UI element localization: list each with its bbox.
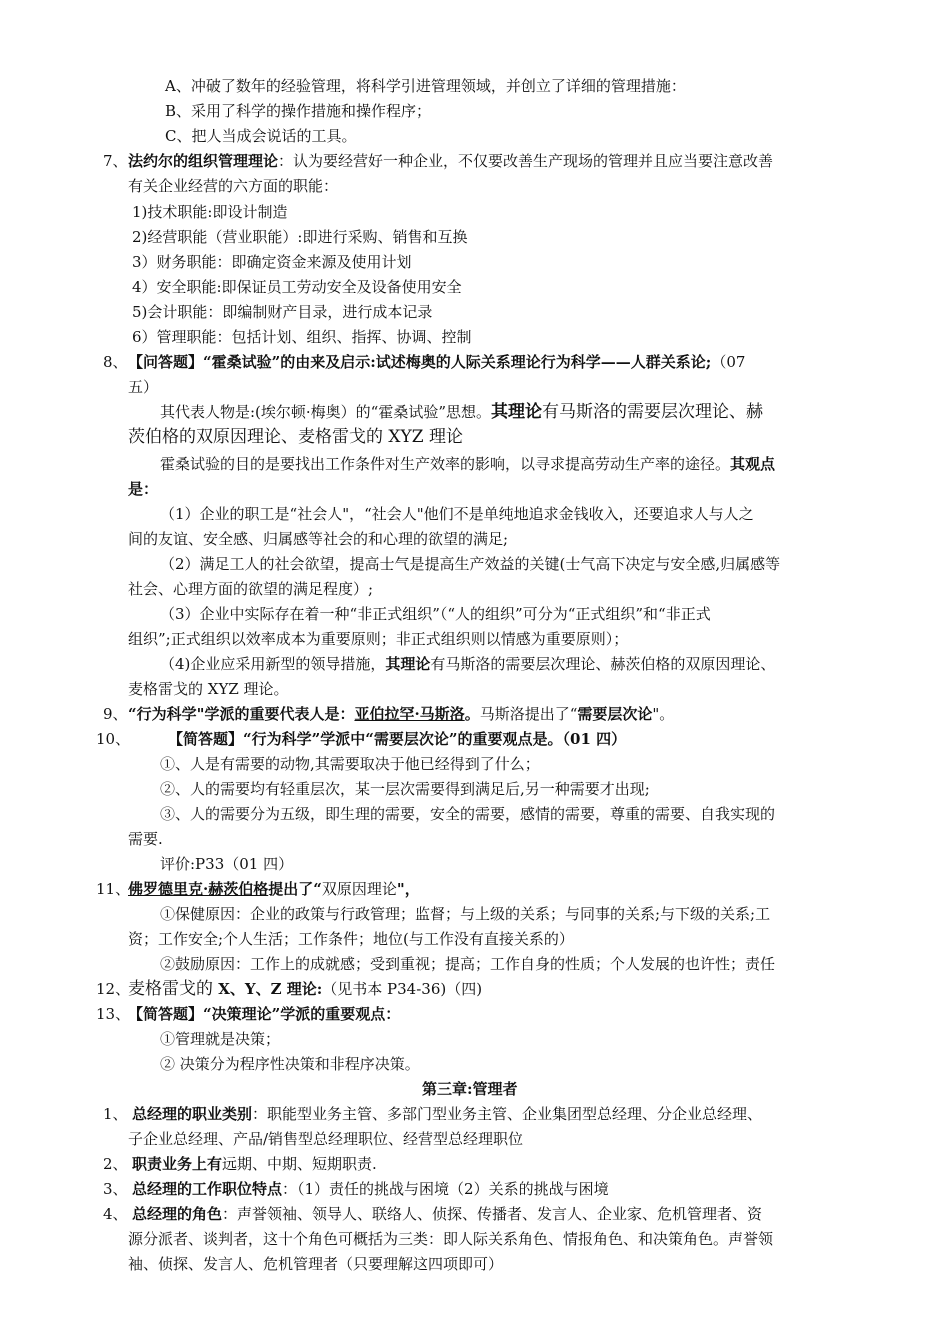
- item-13-heading: 【简答题】“决策理论”学派的重要观点：: [128, 1005, 401, 1023]
- viewpoint-4-cont: 麦格雷戈的 XYZ 理论。: [128, 680, 289, 698]
- item-8-source-cont: 五）: [128, 378, 159, 396]
- ch3-item-4: [132, 1202, 762, 1227]
- function-3: 3）财务职能：即确定资金来源及使用计划: [132, 253, 412, 271]
- item-9-body: 马斯洛提出了“: [479, 705, 578, 723]
- function-6: 6）管理职能：包括计划、组织、指挥、协调、控制: [132, 328, 472, 346]
- paragraph-1-rest: 有马斯洛的需要层次理论、赫: [542, 402, 764, 422]
- function-4: 4）安全职能:即保证员工劳动安全及设备使用安全: [132, 278, 462, 296]
- item-number-9: 9、: [103, 705, 128, 723]
- ch3-item-1-cont: 子企业总经理、产品/销售型总经理职位、经营型总经理职位: [128, 1130, 524, 1148]
- item-9-period: 。: [464, 705, 480, 723]
- item-10-heading: 【简答题】“行为科学”学派中“需要层次论”的重要观点是。（01 四）: [168, 730, 627, 748]
- item-7-continuation: 有关企业经营的六方面的职能：: [128, 177, 339, 195]
- ch3-item-4-label: 总经理的角色: [132, 1205, 223, 1223]
- item-8-title: 【问答题】“霍桑试验”的由来及启示:试述梅奥的人际关系理论行为科学——人群关系论;: [128, 353, 712, 371]
- needs-point-3-cont: 需要.: [128, 830, 163, 848]
- item-12-lead: 麦格雷戈的: [128, 979, 213, 999]
- motivation-factors: ②鼓励原因：工作上的成就感；受到重视；提高；工作自身的性质；个人发展的也许性；责任: [160, 955, 776, 973]
- ch3-item-2-label: 职责业务上有: [132, 1155, 223, 1173]
- ch3-item-4-cont: 源分派者、谈判者，这十个角色可概括为三类：即人际关系角色、情报角色、和决策角色。声誉领: [128, 1230, 774, 1248]
- needs-hierarchy-term: 需要层次论: [577, 705, 653, 723]
- ch3-item-2-body: 远期、中期、短期职责.: [222, 1155, 377, 1173]
- viewpoint-4-text: （4)企业应采用新型的领导措施，: [160, 655, 386, 673]
- ch3-item-1-body: ：职能型业务主管、多部门型业务主管、企业集团型总经理、分企业总经理、: [252, 1105, 763, 1123]
- ch3-item-3: [132, 1177, 609, 1202]
- item-number-7: 7、: [103, 152, 128, 170]
- paragraph-1-bold: 其理论: [491, 402, 543, 422]
- item-9-text: [128, 702, 674, 727]
- hygiene-factors-cont: 资；工作安全;个人生活；工作条件；地位(与工作没有直接关系的）: [128, 930, 574, 948]
- item-11-end: "，: [396, 880, 420, 898]
- ch3-number-2: 2、: [103, 1155, 128, 1173]
- paragraph-1: [160, 400, 763, 425]
- function-2: 2)经营职能（营业职能）:即进行采购、销售和互换: [132, 228, 468, 246]
- decision-point-1: ①管理就是决策；: [160, 1030, 281, 1048]
- viewpoint-3-cont: 组织”;正式组织以效率成本为重要原则；非正式组织则以情感为重要原则）；: [128, 630, 629, 648]
- item-7-heading: 法约尔的组织管理理论: [128, 152, 279, 170]
- needs-point-3: ③、人的需要分为五级，即生理的需要，安全的需要，感情的需要，尊重的需要、自我实现的: [160, 805, 776, 823]
- item-9-label: “行为科学"学派的重要代表人是：: [128, 705, 355, 723]
- ch3-item-1: [132, 1102, 762, 1127]
- list-item-b: B、采用了科学的操作措施和操作程序；: [165, 102, 432, 120]
- paragraph-2-bold: 其观点: [730, 455, 776, 473]
- item-7-text: [128, 149, 773, 174]
- herzberg-name: 佛罗德里克·赫茨伯格: [128, 880, 269, 898]
- viewpoint-2-cont: 社会、心理方面的欲望的满足程度）;: [128, 580, 374, 598]
- ch3-item-3-label: 总经理的工作职位特点: [132, 1180, 283, 1198]
- item-number-8: 8、: [103, 353, 128, 371]
- decision-point-2: ② 决策分为程序性决策和非程序决策。: [160, 1055, 420, 1073]
- item-8-source: （07: [711, 353, 746, 371]
- ch3-number-3: 3、: [103, 1180, 128, 1198]
- viewpoint-2: （2）满足工人的社会欲望，提高士气是提高生产效益的关键(士气高下决定与安全感,归属感等: [160, 555, 781, 573]
- ch3-item-4-body: ：声誉领袖、领导人、联络人、侦探、传播者、发言人、企业家、危机管理者、资: [222, 1205, 763, 1223]
- item-12-text: [128, 977, 482, 1002]
- item-12-ref: （见书本 P34-36)（四): [322, 980, 483, 998]
- item-number-12: 12、: [96, 980, 131, 998]
- needs-point-2: ②、人的需要均有轻重层次，某一层次需要得到满足后,另一种需要才出现;: [160, 780, 650, 798]
- xyz-theory: X、Y、Z 理论:: [213, 980, 323, 998]
- viewpoint-1-cont: 间的友谊、安全感、归属感等社会的和心理的欲望的满足;: [128, 530, 509, 548]
- needs-point-1: ①、人是有需要的动物,其需要取决于他已经得到了什么；: [160, 755, 540, 773]
- two-factor-term: 双原因理论: [321, 880, 397, 898]
- maslow-name: 亚伯拉罕·马斯洛: [354, 705, 465, 723]
- function-5: 5)会计职能：即编制财产目录，进行成本记录: [132, 303, 433, 321]
- ch3-item-4-cont-2: 袖、侦探、发言人、危机管理者（只要理解这四项即可）: [128, 1255, 504, 1273]
- item-11-text: [128, 877, 420, 902]
- ch3-item-1-label: 总经理的职业类别: [132, 1105, 253, 1123]
- ch3-number-1: 1、: [103, 1105, 128, 1123]
- ch3-item-2: [132, 1152, 377, 1177]
- viewpoint-4: [160, 652, 775, 677]
- paragraph-1-text: 其代表人物是:(埃尔顿·梅奥）的“霍桑试验”思想。: [160, 403, 492, 421]
- item-number-10: 10、: [96, 730, 131, 748]
- list-item-c: C、把人当成会说话的工具。: [165, 127, 357, 145]
- viewpoint-4-rest: 有马斯洛的需要层次理论、赫茨伯格的双原因理论、: [430, 655, 776, 673]
- evaluation-note: 评价:P33（01 四）: [160, 855, 294, 873]
- item-number-11: 11、: [96, 880, 131, 898]
- item-8-heading: [128, 350, 745, 375]
- item-number-13: 13、: [96, 1005, 131, 1023]
- viewpoint-3: （3）企业中实际存在着一种“非正式组织”（“人的组织”可分为“正式组织”和“非正式: [160, 605, 711, 623]
- paragraph-2-cont: 是：: [128, 480, 159, 498]
- function-1: 1)技术职能:即设计制造: [132, 203, 288, 221]
- hygiene-factors: ①保健原因：企业的政策与行政管理；监督；与上级的关系；与同事的关系;与下级的关系;工: [160, 905, 771, 923]
- ch3-number-4: 4、: [103, 1205, 128, 1223]
- viewpoint-4-bold: 其理论: [385, 655, 431, 673]
- item-7-body: ：认为要经营好一种企业，不仅要改善生产现场的管理并且应当要注意改善: [278, 152, 774, 170]
- ch3-item-3-body: ：（1）责任的挑战与困境（2）关系的挑战与困境: [282, 1180, 609, 1198]
- item-11-label: 提出了“: [268, 880, 322, 898]
- paragraph-1-cont: 茨伯格的双原因理论、麦格雷戈的 XYZ 理论: [128, 427, 463, 447]
- chapter-3-title: 第三章:管理者: [422, 1080, 518, 1098]
- viewpoint-1: （1）企业的职工是“社会人"，“社会人"他们不是单纯地追求金钱收入，还要追求人与人之: [160, 505, 754, 523]
- paragraph-2-text: 霍桑试验的目的是要找出工作条件对生产效率的影响，以寻求提高劳动生产率的途径。: [160, 455, 731, 473]
- list-item-a: A、冲破了数年的经验管理，将科学引进管理领域，并创立了详细的管理措施：: [165, 77, 686, 95]
- item-9-end: "。: [652, 705, 675, 723]
- paragraph-2: [160, 452, 775, 477]
